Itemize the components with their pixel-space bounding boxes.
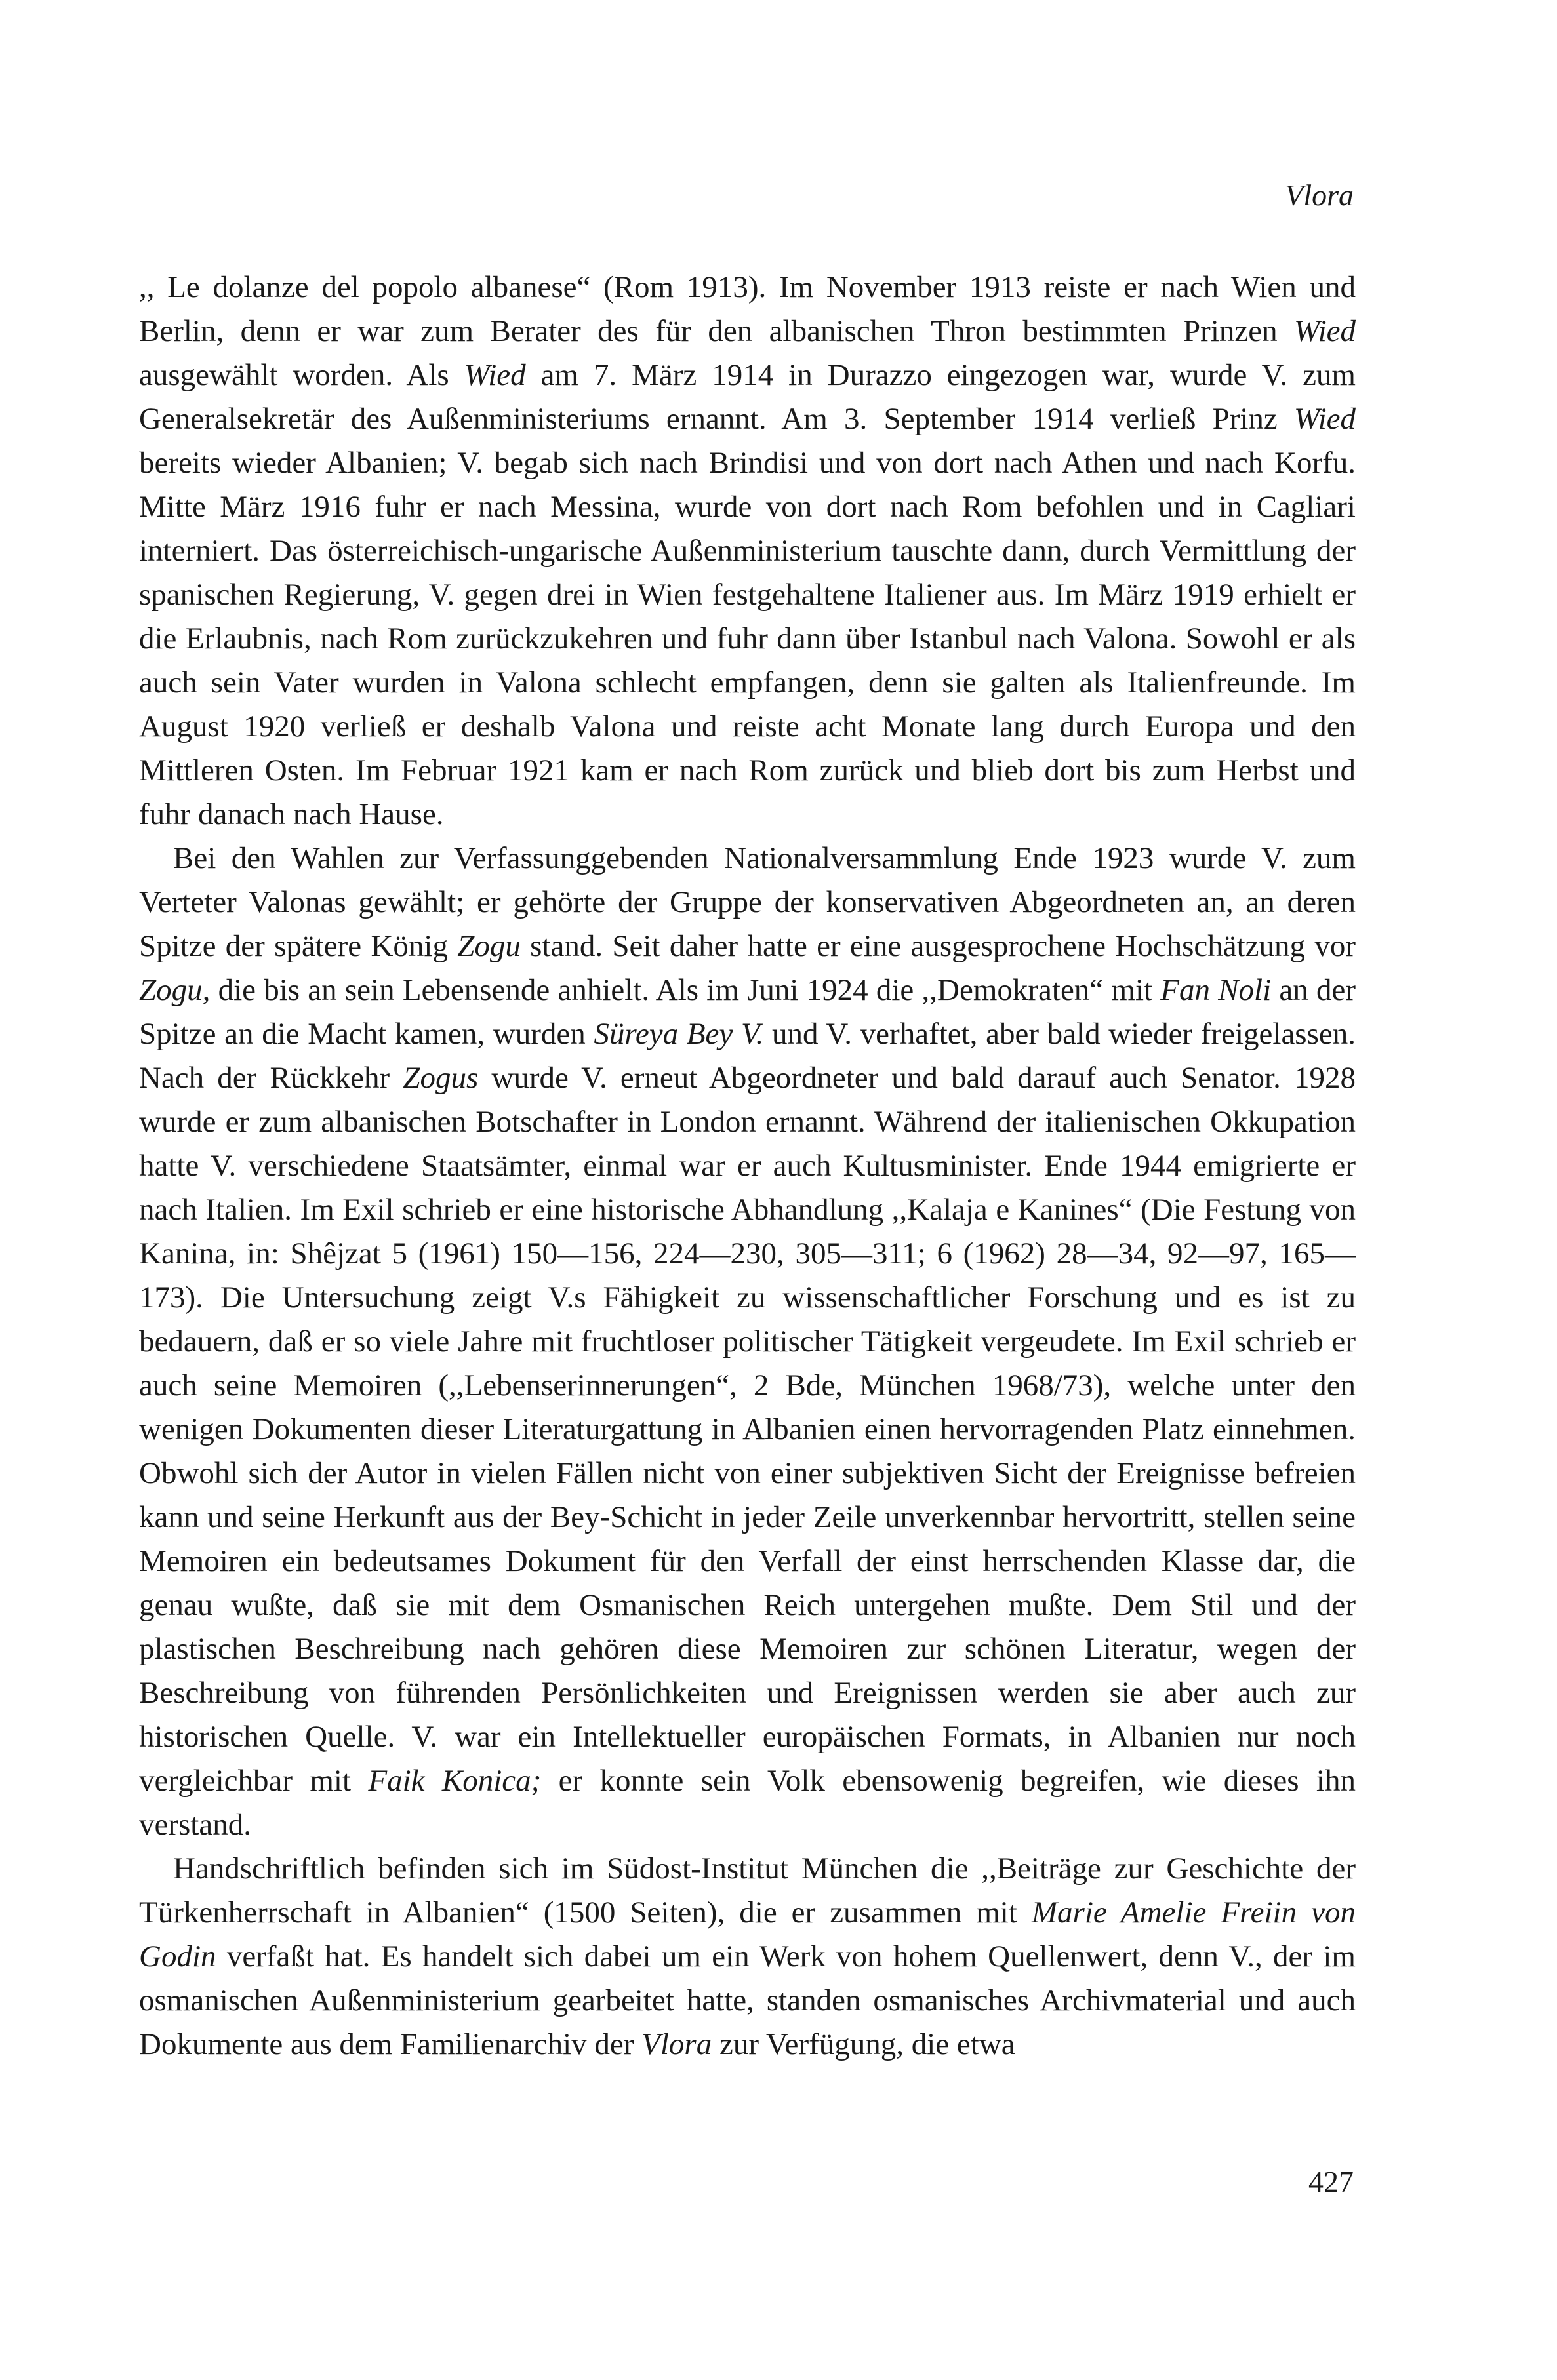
italic-name: Zogus — [403, 1061, 479, 1095]
text-run: am 7. März 1914 in Durazzo eingezogen war, wurde V. zum Generalsekretär des Außenministeriums ernannt. Am 3. September 1914 verließ Prinz — [139, 358, 1356, 436]
italic-name: Süreya Bey V. — [594, 1017, 764, 1051]
paragraph-3 — [139, 1847, 1356, 2067]
page-number: 427 — [1308, 2165, 1354, 2198]
paragraph-1 — [139, 266, 1356, 837]
italic-name: Vlora — [641, 2027, 712, 2061]
italic-name: Zogu, — [139, 973, 211, 1007]
text-run: er konnte sein Volk ebensowenig begreifen, wie dieses ihn verstand. — [139, 1764, 1356, 1842]
text-run: ,, Le dolanze del popolo albanese“ (Rom 1913). Im November 1913 reiste er nach Wien und Berlin, denn er war zum Berater des für den albanischen Thron bestimmten Prinzen — [139, 270, 1356, 348]
body-text — [139, 266, 1356, 2067]
paragraph-2 — [139, 837, 1356, 1847]
running-head: Vlora — [1285, 178, 1354, 212]
text-run: Handschriftlich befinden sich im Südost-Institut München die ,,Beiträge zur Geschichte der Türkenherrschaft in Albanien“ (1500 Seiten), die er zusammen mit — [139, 1852, 1356, 1930]
italic-name: Marie Amelie Freiin von Godin — [139, 1895, 1356, 1973]
italic-name: Wied — [464, 358, 526, 392]
italic-name: Fan Noli — [1160, 973, 1272, 1007]
italic-name: Faik Konica; — [368, 1764, 542, 1798]
text-run: stand. Seit daher hatte er eine ausgesprochene Hochschätzung vor — [520, 929, 1356, 963]
text-run: wurde V. erneut Abgeordneter und bald darauf auch Senator. 1928 wurde er zum albanischen Botschafter in London ernannt. Während der italienischen Okkupation hatte V. verschiedene Staatsämter, einmal war er auch Kultusminister. Ende 1944 emigrierte er nach Italien. Im Exil schrieb er eine historische Abhandlung ,,Kalaja e Kanines“ (Die Festung von Kanina, in: Shêjzat 5 (1961) 150—156, 224—230, 305—311; 6 (1962) 28—34, 92—97, 165—173). Die Untersuchung zeigt V.s Fähigkeit zu wissenschaftlicher Forschung und es ist zu bedauern, daß er so viele Jahre mit fruchtloser politischer Tätigkeit vergeudete. Im Exil schrieb er auch seine Memoiren (,,Lebenserinnerungen“, 2 Bde, München 1968/73), welche unter den wenigen Dokumenten dieser Literaturgattung in Albanien einen hervorragenden Platz einnehmen. Obwohl sich der Autor in vielen Fällen nicht von einer subjektiven Sicht der Ereignisse befreien kann und seine Herkunft aus der Bey-Schicht in jeder Zeile unverkennbar hervortritt, stellen seine Memoiren ein bedeutsames Dokument für den Verfall der einst herrschenden Klasse dar, die genau wußte, daß sie mit dem Osmanischen Reich untergehen mußte. Dem Stil und der plastischen Beschreibung nach gehören diese Memoiren zur schönen Literatur, wegen der Beschreibung von führenden Persönlichkeiten und Ereignissen werden sie aber auch zur historischen Quelle. V. war ein Intellektueller europäischen Formats, in Albanien nur noch vergleichbar mit — [139, 1061, 1356, 1798]
italic-name: Wied — [1294, 314, 1356, 348]
text-run: zur Verfügung, die etwa — [712, 2027, 1015, 2061]
text-run: die bis an sein Lebensende anhielt. Als im Juni 1924 die ,,Demokraten“ mit — [210, 973, 1161, 1007]
text-run: bereits wieder Albanien; V. begab sich nach Brindisi und von dort nach Athen und nach Korfu. Mitte März 1916 fuhr er nach Messina, wurde von dort nach Rom befohlen und in Cagliari interniert. Das österreichisch-ungarische Außenministerium tauschte dann, durch Vermittlung der spanischen Regierung, V. gegen drei in Wien festgehaltene Italiener aus. Im März 1919 erhielt er die Erlaubnis, nach Rom zurückzukehren und fuhr dann über Istanbul nach Valona. Sowohl er als auch sein Vater wurden in Valona schlecht empfangen, denn sie galten als Italienfreunde. Im August 1920 verließ er deshalb Valona und reiste acht Monate lang durch Europa und den Mittleren Osten. Im Februar 1921 kam er nach Rom zurück und blieb dort bis zum Herbst und fuhr danach nach Hause. — [139, 446, 1356, 831]
text-run: und V. verhaftet, aber bald wieder freigelassen. Nach der Rückkehr — [139, 1017, 1356, 1095]
text-run: ausgewählt worden. Als — [139, 358, 464, 392]
italic-name: Wied — [1294, 402, 1356, 436]
text-run: verfaßt hat. Es handelt sich dabei um ein Werk von hohem Quellenwert, denn V., der im osmanischen Außenministerium gearbeitet hatte, standen osmanisches Archivmaterial und auch Dokumente aus dem Familienarchiv der — [139, 1939, 1356, 2061]
italic-name: Zogu — [457, 929, 521, 963]
text-run: an der Spitze an die Macht kamen, wurden — [139, 973, 1356, 1051]
text-run: Bei den Wahlen zur Verfassunggebenden Nationalversammlung Ende 1923 wurde V. zum Verteter Valonas gewählt; er gehörte der Gruppe der konservativen Abgeordneten an, an deren Spitze der spätere König — [139, 841, 1356, 963]
